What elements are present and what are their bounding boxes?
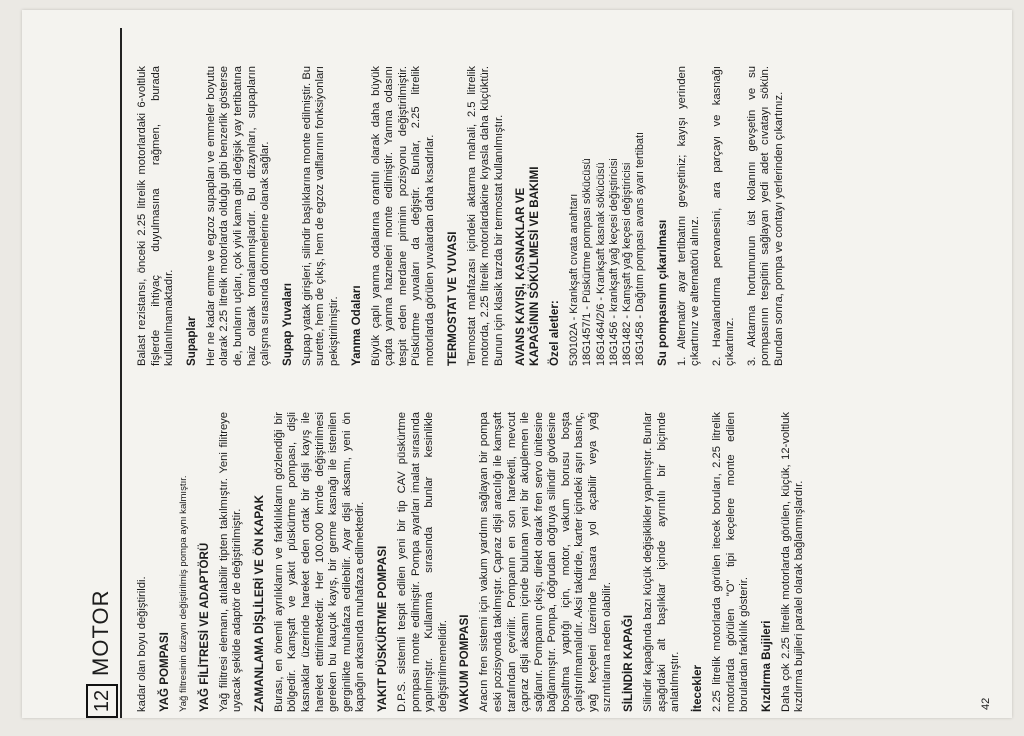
combustion-chambers-text: Büyük çaplı yanma odalarına orantılı olarak daha büyük çapta yanma hazneleri monte edilmiştir. Yanma odasını tespit eden merdane piminin pozisyonu değiştirilmiştir. Püskürtme yuvaları da değiştir. Bunlar, 2.25 litrelik motorlarda görülen yuvalardan daha kısadırlar.	[369, 66, 436, 366]
list-item: 530102A - Krankşaft cıvata anahtarı	[568, 193, 581, 366]
thermostat-heading: TERMOSTAT VE YUVASI	[445, 231, 459, 366]
page-number: 42	[980, 697, 992, 710]
right-text-column	[136, 66, 966, 366]
list-item: 18G1464/2/6 - Krankşaft kasnak sökücüsü	[594, 162, 607, 366]
tappets-text: 2.25 litrelik motorlarda görülen itecek boruları, 2.25 litrelik motorlarda görülen "O" tipi keçelere monte edilen borulardan farklılık gösterir.	[711, 412, 751, 712]
chapter-header	[86, 28, 122, 718]
timing-belt-heading-line2: KAPAĞININ SÖKÜLMESİ VE BAKIMI	[528, 166, 542, 366]
list-item: 18G1456 - krankşaft yağ keçesi değiştiricisi	[607, 158, 620, 366]
oil-pump-heading: YAĞ POMPASI	[157, 632, 171, 712]
list-item: 1. Alternatör ayar tertibatını gevşetiniz; kayışı yerinden çıkartınız ve alternatörü alınız.	[675, 66, 702, 366]
left-text-column	[136, 412, 966, 712]
list-item: 18G1482 - Kamşaft yağ keçesi değiştiricisi	[621, 162, 634, 366]
list-item: 18G1458 - Dağıtım pompası avans ayarı tertibatı	[634, 131, 647, 366]
list-item: 3. Aktarma hortumunun üst kolanını gevşetin ve su pompasının tespitini sağlayan yedi adet cıvatayı sökün. Bundan sonra, pompa ve contayı yerlerinden çıkartınız.	[745, 66, 786, 366]
cylinder-head-heading: SİLİNDİR KAPAĞI	[622, 614, 636, 712]
timing-belt-heading	[514, 66, 542, 366]
valves-heading: Supaplar	[184, 316, 198, 366]
list-item: 18G1457/1 - Püskürtme pompası sökücüsü	[581, 158, 594, 366]
cylinder-head-text: Silindir kapağında bazı küçük değişiklikler yapılmıştır. Bunlar aşağıdaki alt başlıklar içinde ayrıntılı bir biçimde anlatılmıştır.	[642, 412, 682, 712]
combustion-chambers-heading: Yanma Odaları	[349, 285, 363, 366]
thermostat-text: Termostat mahfazası içindeki aktarma mahali, 2.5 litrelik motorda, 2.25 litrelik motorlardakine kıyasla daha küçüktür. Bunun için klasik tarzda bir termostat kullanılmıştır.	[465, 66, 505, 366]
left-intro-text: kadar olan boyu değiştirildi.	[136, 576, 148, 712]
glow-plugs-text: Daha çok 2.25 litrelik motorlarda görülen, küçük, 12-voltluk kızdırma bujileri paralel olarak bağlanmışlardır.	[779, 412, 806, 712]
rotated-page-content	[22, 10, 1024, 736]
injection-pump-heading: YAKIT PÜSKÜRTME POMPASI	[375, 545, 389, 712]
right-intro-text: Balast rezistansı, önceki 2.25 litrelik motorlardaki 6-voltluk fişlerde ihtiyaç duyulmasına rağmen, burada kullanılmamaktadır.	[136, 66, 176, 366]
vacuum-pump-heading: VAKUM POMPASI	[458, 614, 472, 712]
valve-seats-heading: Supap Yuvaları	[280, 283, 294, 366]
timing-gears-heading: ZAMANLAMA DİŞLİLERİ VE ÖN KAPAK	[252, 494, 266, 712]
water-pump-heading: Su pompasının çıkarılması	[655, 219, 669, 366]
timing-gears-text: Burası, en önemli ayrılıkların ve farklılıkların gözlendiği bir bölgedir. Kamşaft ve yakıt püskürtme pompası, dişli kasnaklar üzerinde hareket eden ortak bir dişli kayış ile hareket ettirilmektedir. Her 100.000 km'de değiştirilmesi gereken bu kauçuk kayış, bir germe kasnağı ile istenilen gerginlikte muhafaza edilebilir. Ayar dişli aksamı, yeni ön kapağın arkasında muhafaza edilmektedir.	[272, 412, 367, 712]
vacuum-pump-text: Aracın fren sistemi için vakum yardımı sağlayan bir pompa eski pozisyonda takılmıştır. Çapraz dişli aracılığı ile kamşaft tarafından çevirilir. Pompanın en son hareketli, mevcut çapraz dişli aksamı içinde bulunan yeni bir akuplemen ile sağlanır. Pompanın çıkışı, direkt olarak fren servo ünitesine bağlanmıştır. Pompa, doğrudan doğruya silindir gövdesine boşaltma yaptığı için, motor, vakum borusu boşta çalıştırılmamalıdır. Aksi takdirde, karter içindeki aşırı basınç, yağ keçeleri üzerinde hasara yol açabilir veya yağ sızıntılarına neden olabilir.	[478, 412, 613, 712]
scanned-page	[22, 10, 1012, 718]
chapter-number-box: 12	[86, 684, 118, 718]
oil-filter-text: Yağ filitresi elemanı, atılabilir tipten takılmıştır. Yeni filitreye uyacak şekilde adaptör de değiştirilmiştir.	[217, 412, 244, 712]
tappets-heading: İtecekler	[691, 664, 705, 712]
special-tools-heading: Özel aletler:	[548, 300, 562, 366]
timing-belt-heading-line1: AVANS KAYIŞI, KASNAKLAR VE	[514, 187, 528, 366]
valves-text: Her ne kadar emme ve egzoz supapları ve emmeler boyutu olarak 2.25 litrelik motorlarda olduğu gibi benzerlik gösterse de, bunların uçları, çok yivli kama gibi değişik yay tertibatına haiz olarak tornalanmışlardır. Bu dizaynları, supapların çalışma sırasında dönmelerine olanak sağlar.	[204, 66, 272, 366]
special-tools-list	[568, 66, 647, 366]
glow-plugs-heading: Kızdırma Bujileri	[759, 620, 773, 712]
valve-seats-text: Supap yatak girişleri, silindir başlıklarına monte edilmiştir. Bu surette, hem de çıkış, hem de egzoz valflarının fonksiyonları pekiştirilmiştir.	[300, 66, 340, 366]
list-item: 2. Havalandırma pervanesini, ara parçayı ve kasnağı çıkartınız.	[710, 66, 737, 366]
chapter-title: MOTOR	[88, 589, 113, 676]
oil-pump-text: Yağ filtresinin dizaynı değiştirilmiş pompa aynı kalmıştır.	[177, 475, 189, 712]
water-pump-steps	[676, 66, 787, 366]
oil-filter-heading: YAĞ FİLİTRESİ VE ADAPTÖRÜ	[197, 542, 211, 712]
injection-pump-text: D.P.S. sistemli tespit edilen yeni bir tip CAV püskürtme pompası monte edilmiştir. Pompa ayarları imalat sırasında yapılmıştır. Kullanma sırasında bunlar kesinlikle değiştirilmemelidir.	[395, 412, 449, 712]
